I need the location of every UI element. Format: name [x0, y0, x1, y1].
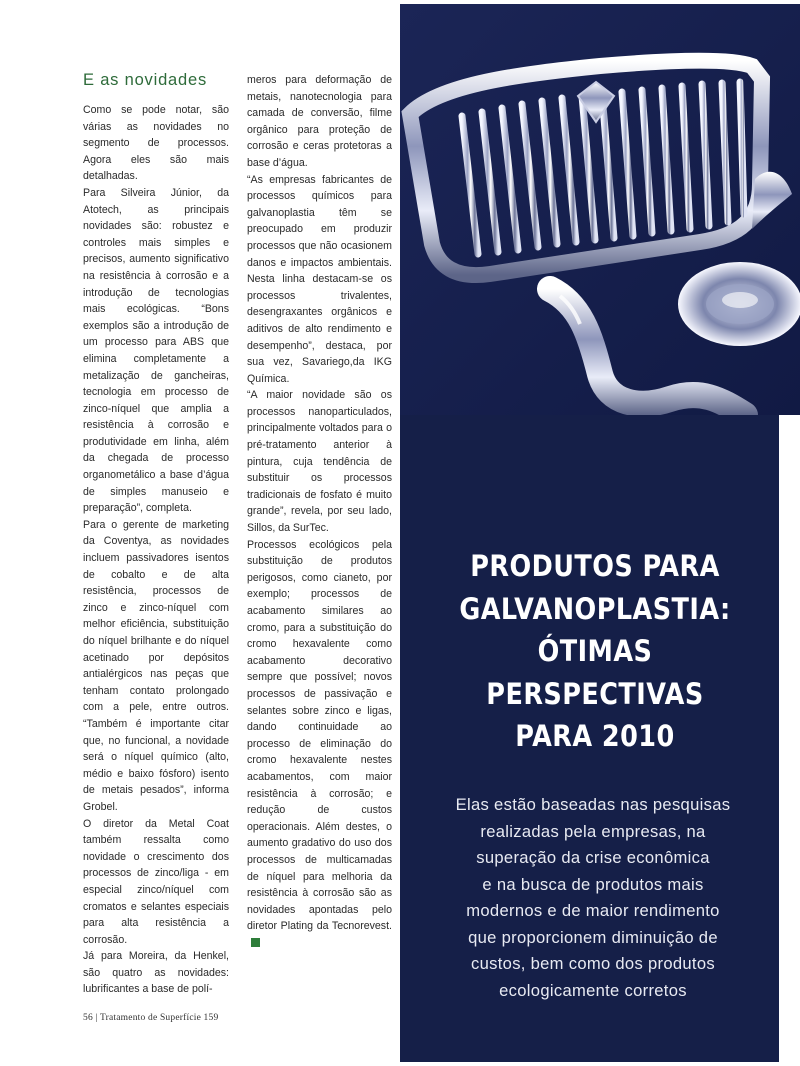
paragraph: “A maior novidade são os processos nanoparticulados, principalmente voltados para o pré-tratamento anterior à pintura, cuja tendência de substituir os processos tradicionais de fosfato é muito grande”, revela, por seu lado, Sillos, da SurTec. — [247, 389, 392, 535]
subheadline-line: realizadas pela empresas, na — [480, 821, 706, 841]
headline-line: PARA 2010 — [515, 719, 675, 753]
page-footer: 56 | Tratamento de Superfície 159 — [83, 1013, 219, 1023]
paragraph: “As empresas fabricantes de processos químicos para galvanoplastia têm se preocupado em produzir processos que não ocasionem danos e impactos ambientais. Nesta linha destacam-se os processos trivalentes, desengraxantes orgânicos e aditivos de alto rendimento e desempenho”, destaca, por sua vez, Savariego,da IKG Química. — [247, 173, 392, 385]
paragraph-text: Processos ecológicos pela substituição de produtos perigosos, como cianeto, por exemplo; processos de acabamento similares ao cromo, para a substituição do cromo hexavalente como acabamento decorativo sempre que possível; novos processos de passivação e selantes sobre zinco e ligas, dando continuidade ao processo de eliminação do cromo hexavalente nestes acabamentos, com maior resistência à corrosão; e redução de custos operacionais. Além destes, o aumento gradativo do uso dos processos de multicamadas de níquel para melhoria da resistência à corrosão são as novidades apontadas pelo diretor Plating da Tecnorevest. — [247, 538, 392, 933]
subheadline-line: que proporcionem diminuição de — [468, 927, 718, 947]
paragraph: Já para Moreira, da Henkel, são quatro as novidades: lubrificantes a base de polí- — [83, 950, 229, 996]
paragraph: meros para deformação de metais, nanotecnologia para camada de conversão, filme orgânico para proteção de corrosão e ceras protetoras a base d’água. — [247, 74, 392, 169]
headline-line: ÓTIMAS — [537, 634, 653, 668]
headline-line: PRODUTOS PARA — [470, 549, 720, 583]
headline-line: GALVANOPLASTIA: — [459, 591, 731, 626]
subheadline — [412, 792, 774, 1004]
headline-line: PERSPECTIVAS — [486, 676, 704, 711]
section-title: E as novidades — [83, 71, 208, 89]
paragraph: Para o gerente de marketing da Coventya, as novidades incluem passivadores isentos de cobalto e de alta resistência, processos de zinco e zinco-níquel com melhor eficiência, substituição do níquel brilhante e do níquel acetinado por depósitos antialérgicos nas peças que tenham contato prolongado com a pele, entre outros. “Também é importante citar que, no funcional, a novidade será o níquel químico (alto, médio e baixo fósforo) isento de metais pesados”, informa Grobel. — [83, 518, 229, 813]
article-column-2 — [247, 72, 392, 951]
paragraph: O diretor da Metal Coat também ressalta como novidade o crescimento dos processos de zinco/liga - em especial zinco/níquel com cromatos e selantes especiais para alta resistência a corrosão. — [83, 817, 229, 946]
paragraph-last — [247, 537, 392, 952]
subheadline-line: superação da crise econômica — [476, 848, 710, 867]
paragraph: Como se pode notar, são várias as novidades no segmento de processos. Agora eles são mais detalhadas. — [83, 104, 229, 183]
subheadline-line: custos, bem como dos produtos — [471, 954, 715, 973]
chrome-parts-photo — [400, 4, 800, 415]
article-column-1 — [83, 70, 229, 998]
subheadline-line: ecologicamente corretos — [499, 980, 687, 1000]
end-of-article-square-icon — [251, 938, 260, 947]
headline — [432, 545, 758, 758]
subheadline-line: modernos e de maior rendimento — [466, 901, 720, 920]
subheadline-line: e na busca de produtos mais — [482, 874, 704, 894]
subheadline-line: Elas estão baseadas nas pesquisas — [455, 795, 731, 814]
paragraph: Para Silveira Júnior, da Atotech, as principais novidades são: robustez e controles mais simples e precisos, aumento significativo na resistência à corrosão e a introdução de tecnologias mais ecológicas. “Bons exemplos são a introdução de um processo para ABS que elimina completamente a metalização de gancheiras, tecnologia em processo de zinco-níquel que amplia a resistência à corrosão e produtividade em linha, além da chegada de processo organometálico a base d’água de simples manuseio e preparação”, completa. — [83, 186, 229, 515]
